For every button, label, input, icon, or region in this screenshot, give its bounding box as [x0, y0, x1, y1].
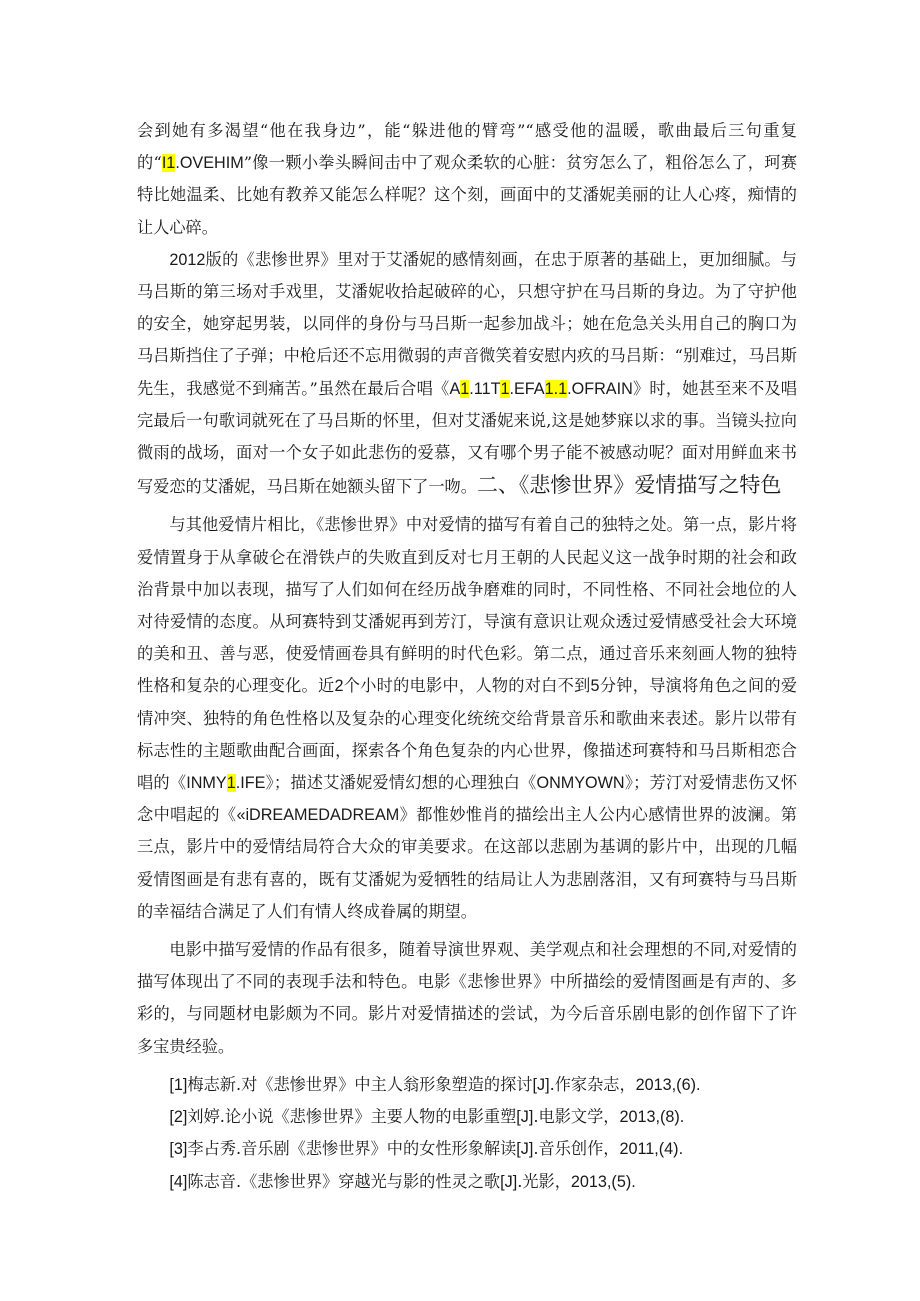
reference-year: 2011,(4).: [619, 1140, 684, 1159]
reference-tag: [J]: [500, 1172, 518, 1191]
reference-text: 梅志新.对《悲惨世界》中主人翁形象塑造的探讨: [187, 1074, 533, 1094]
song-title-text: A: [449, 379, 461, 398]
highlighted-ocr-text: 1: [460, 379, 470, 398]
reference-number: [2]: [169, 1108, 188, 1127]
quote-mark: “: [153, 153, 162, 173]
paragraph-text: 个小时的电影中，人物的对白不到: [343, 676, 591, 696]
paragraph-1: [137, 115, 797, 244]
paragraph-text: 版的《悲惨世界》里对于艾潘妮的感情刻画，在忠于原著的基础上，更加细腻。与马吕斯的第三场对手戏里，艾潘妮收拾起破碎的心，只想守护在马吕斯的身边。为了守护他的安全，她穿起男装，以同伴的身份与马吕斯一起参加战斗；她在危急关头用自己的胸口为马吕斯挡住了子弹；中枪后还不忘用微弱的声音微笑着安慰内疚的马吕斯：“别难过，马吕斯先生，我感觉不到痛苦。”虽然在最后合唱《: [137, 249, 797, 398]
reference-source: .光影，: [517, 1171, 571, 1191]
paragraph-text: 》；芳汀对爱情悲伤又怀念中唱起的《: [137, 773, 798, 825]
document-body: [137, 115, 797, 1198]
paragraph-text: 分钟，导演将角色之间的爱情冲突、独特的角色性格以及复杂的心理变化统统交给背景音乐和歌曲来表述。影片以带有标志性的主题歌曲配合画面，探索各个角色复杂的内心世界，像描述珂赛特和马吕斯相恋合唱的《: [137, 676, 798, 793]
reference-year: 2013,(8).: [619, 1108, 685, 1127]
song-title-text: .11T: [469, 379, 501, 398]
song-title-text: .EFA: [509, 379, 545, 398]
number-text: 5: [590, 677, 600, 696]
paragraph-text: 》都惟妙惟肖的描绘出主人公内心感情世界的波澜。第三点，影片中的爱情结局符合大众的审美要求。在这部以悲剧为基调的影片中，出现的几幅爱情图画是有悲有喜的，既有艾潘妮为爱牺牲的结局让人为悲剧落泪，又有珂赛特与马吕斯的幸福结合满足了人们有情人终成眷属的期望。: [137, 805, 797, 921]
song-title-text: ONMYOWN: [536, 774, 625, 793]
paragraph-text: 与其他爱情片相比，《悲惨世界》中对爱情的描写有着自己的独特之处。第一点，影片将爱情置身于从拿破仑在滑铁卢的失败直到反对七月王朝的人民起义这一战争时期的社会和政治背景中加以表现，描写了人们如何在经历战争磨难的同时，不同性格、不同社会地位的人对待爱情的态度。从珂赛特到艾潘妮再到芳汀，导演有意识让观众透过爱情感受社会大环境的美和丑、善与恶，使爱情画卷具有鲜明的时代色彩。第二点，通过音乐来刻画人物的独特性格和复杂的心理变化。近: [137, 515, 797, 696]
section-heading: 二、《悲惨世界》爱情描写之特色: [476, 473, 782, 498]
paragraph-text: ”像一颗小拳头瞬间击中了观众柔软的心脏：贫穷怎么了，粗俗怎么了，珂赛特比她温柔、比她有教养又能怎么样呢？这个刻，画面中的艾潘妮美丽的让人心疼，痴情的让人心碎。: [137, 153, 798, 237]
paragraph-text: 》；描述艾潘妮爱情幻想的心理独白《: [265, 773, 537, 793]
reference-source: .作家杂志，: [549, 1074, 636, 1094]
reference-text: 刘婷.论小说《悲惨世界》主要人物的电影重塑: [187, 1107, 517, 1127]
reference-item: [137, 1101, 797, 1133]
year-text: 2012: [169, 250, 206, 269]
reference-item: [137, 1166, 797, 1198]
reference-number: [3]: [169, 1140, 188, 1159]
reference-tag: [J]: [532, 1075, 550, 1094]
paragraph-text: 》时，她甚至来不及唱完最后一句歌词就死在了马吕斯的怀里，但对艾潘妮来说,这是她梦寐以求的事。当镜头拉向微雨的战场，面对一个女子如此悲伤的爱慕，又有哪个男子能不被感动呢？面对用鲜血来书写爱恋的艾潘妮，马吕斯在她额头留下了一吻。: [137, 378, 797, 497]
reference-year: 2013,(5).: [570, 1172, 636, 1191]
reference-year: 2013,(6).: [635, 1075, 701, 1094]
song-title-text: INMY: [186, 774, 227, 793]
number-text: 2: [334, 677, 344, 696]
reference-number: [1]: [169, 1075, 188, 1094]
reference-text: 陈志音.《悲惨世界》穿越光与影的性灵之歌: [187, 1171, 501, 1191]
reference-number: [4]: [169, 1172, 188, 1191]
highlighted-ocr-text: 1: [500, 379, 510, 398]
reference-source: .音乐创作，: [533, 1139, 620, 1159]
paragraph-4: [137, 934, 797, 1063]
reference-list: [137, 1069, 797, 1198]
paragraph-2: [137, 244, 797, 504]
paragraph-text: 会到她有多渴望“他在我身边”，能“躲进他的臂弯”“感受他的温暖，歌曲最后三句重复的: [137, 121, 797, 173]
reference-tag: [J]: [516, 1140, 534, 1159]
reference-item: [137, 1069, 797, 1101]
song-title-text: .IFE: [235, 774, 266, 793]
paragraph-3: [137, 509, 797, 928]
paragraph-text: 电影中描写爱情的作品有很多，随着导演世界观、美学观点和社会理想的不同,对爱情的描写体现出了不同的表现手法和特色。电影《悲惨世界》中所描绘的爱情图画是有声的、多彩的，与同题材电影颇为不同。影片对爱情描述的尝试，为今后音乐剧电影的创作留下了许多宝贵经验。: [137, 940, 797, 1056]
reference-item: [137, 1133, 797, 1165]
highlighted-ocr-text: I1: [161, 154, 176, 173]
highlighted-ocr-text: 1.1: [544, 379, 568, 398]
song-title-text: «iDREAMEDADREAM: [236, 806, 400, 825]
reference-text: 李占秀.音乐剧《悲惨世界》中的女性形象解读: [187, 1139, 517, 1159]
reference-tag: [J]: [516, 1108, 534, 1127]
highlighted-ocr-text: 1: [226, 774, 236, 793]
song-title-text: .OVEHIM: [175, 154, 244, 173]
reference-source: .电影文学，: [533, 1107, 620, 1127]
song-title-text: .OFRAIN: [567, 379, 633, 398]
